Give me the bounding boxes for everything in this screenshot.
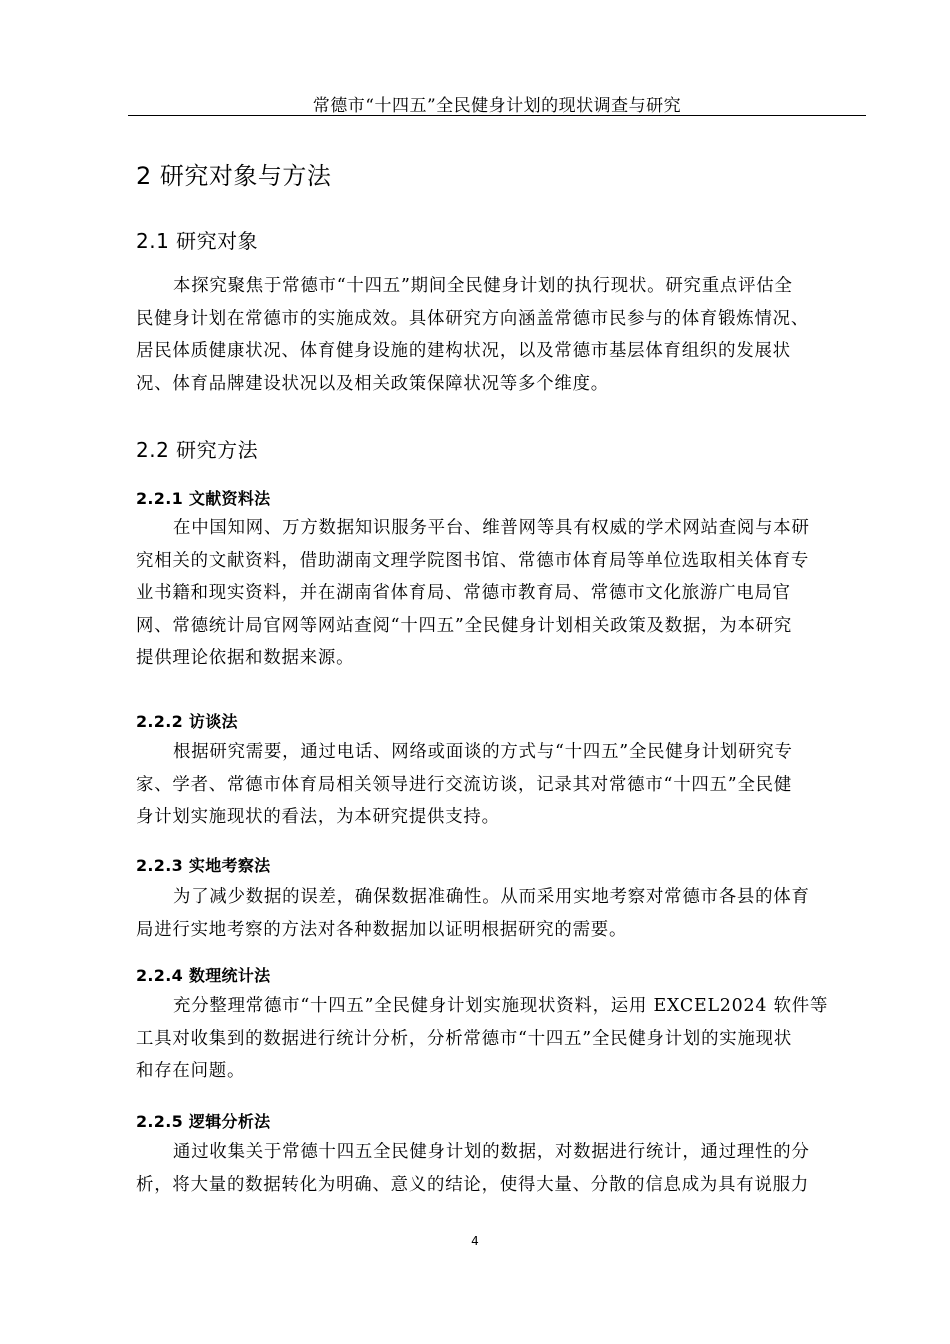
chapter-title: 2 研究对象与方法 [136,162,332,190]
text-line: 通过收集关于常德十四五全民健身计划的数据，对数据进行统计，通过理性的分 [173,1142,810,1162]
text-line: 业书籍和现实资料，并在湖南省体育局、常德市教育局、常德市文化旅游广电局官 [136,583,791,603]
text-line: 充分整理常德市“十四五”全民健身计划实施现状资料，运用 EXCEL2024 软件等 [173,996,829,1016]
subsection-title-2-2-4: 2.2.4 数理统计法 [136,966,271,985]
paragraph-literature-method [136,512,858,675]
subsection-title-2-2-3: 2.2.3 实地考察法 [136,856,271,875]
paragraph-statistics-method [136,990,858,1088]
subsection-title-2-2-2: 2.2.2 访谈法 [136,712,238,731]
subsection-title-2-2-1: 2.2.1 文献资料法 [136,489,271,508]
text-line: 析，将大量的数据转化为明确、意义的结论，使得大量、分散的信息成为具有说服力 [136,1174,810,1195]
text-line: 究相关的文献资料，借助湖南文理学院图书馆、常德市体育局等单位选取相关体育专 [136,550,810,571]
text-line: 根据研究需要，通过电话、网络或面谈的方式与“十四五”全民健身计划研究专 [173,742,793,762]
section-title-2-2: 2.2 研究方法 [136,438,259,462]
text-line: 工具对收集到的数据进行统计分析，分析常德市“十四五”全民健身计划的实施现状 [136,1028,793,1049]
text-line: 况、体育品牌建设状况以及相关政策保障状况等多个维度。 [136,373,609,394]
text-line: 为了减少数据的误差，确保数据准确性。从而采用实地考察对常德市各县的体育 [173,887,810,907]
text-line: 局进行实地考察的方法对各种数据加以证明根据研究的需要。 [136,919,628,940]
text-line: 在中国知网、万方数据知识服务平台、维普网等具有权威的学术网站查阅与本研 [173,518,810,538]
paragraph-research-object [136,270,858,400]
header-rule [128,115,866,116]
text-line: 和存在问题。 [136,1061,246,1081]
running-header: 常德市“十四五”全民健身计划的现状调查与研究 [312,96,682,116]
paragraph-field-survey-method [136,881,858,946]
text-line: 本探究聚焦于常德市“十四五”期间全民健身计划的执行现状。研究重点评估全 [173,276,793,296]
text-line: 居民体质健康状况、体育健身设施的建构状况，以及常德市基层体育组织的发展状 [136,341,791,361]
text-line: 民健身计划在常德市的实施成效。具体研究方向涵盖常德市民参与的体育锻炼情况、 [136,308,810,329]
paragraph-logic-analysis-method [136,1136,858,1201]
text-line: 家、学者、常德市体育局相关领导进行交流访谈，记录其对常德市“十四五”全民健 [136,774,793,795]
page-number: 4 [471,1234,479,1248]
section-title-2-1: 2.1 研究对象 [136,229,259,253]
paragraph-interview-method [136,736,858,834]
subsection-title-2-2-5: 2.2.5 逻辑分析法 [136,1112,271,1131]
text-line: 网、常德统计局官网等网站查阅“十四五”全民健身计划相关政策及数据，为本研究 [136,615,793,636]
text-line: 身计划实施现状的看法，为本研究提供支持。 [136,807,500,827]
text-line: 提供理论依据和数据来源。 [136,648,355,668]
